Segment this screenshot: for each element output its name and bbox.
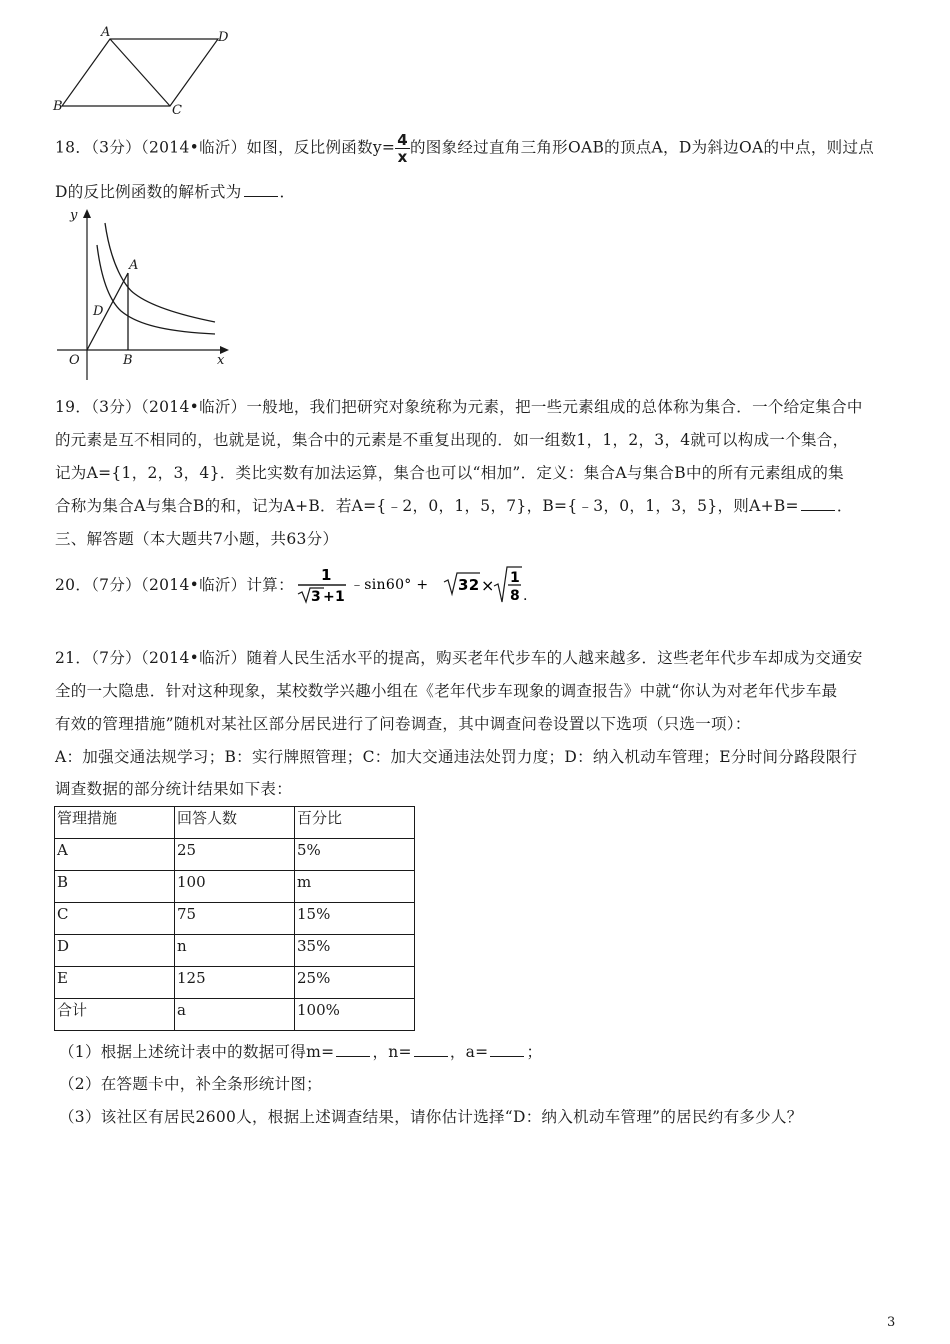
parallelogram-diagonal bbox=[110, 39, 170, 106]
graph-label-o: O bbox=[69, 353, 80, 368]
y-axis-arrow bbox=[83, 209, 91, 218]
q18-answer-blank[interactable] bbox=[244, 182, 278, 197]
table-cell: n bbox=[175, 935, 295, 967]
table-cell: 100% bbox=[295, 999, 415, 1031]
table-header-cell: 回答人数 bbox=[175, 807, 295, 839]
table-cell: 5% bbox=[295, 839, 415, 871]
label-b: B bbox=[53, 99, 63, 114]
svg-text:3: 3 bbox=[310, 589, 321, 604]
label-a: A bbox=[101, 25, 111, 40]
q18-prefix: 18．（3分）（2014•临沂）如图，反比例函数y= bbox=[55, 138, 396, 157]
table-cell: m bbox=[295, 871, 415, 903]
svg-text:8: 8 bbox=[509, 588, 520, 604]
q20-expression bbox=[294, 564, 562, 604]
q20-middle: ﹣sin60° + bbox=[349, 577, 429, 593]
table-row bbox=[55, 903, 415, 935]
q20-frac1-num: 1 bbox=[320, 566, 332, 584]
table-cell: 35% bbox=[295, 935, 415, 967]
table-header-cell: 管理措施 bbox=[55, 807, 175, 839]
svg-text:.: . bbox=[522, 588, 528, 604]
curve-inner bbox=[97, 245, 215, 334]
section3-heading: 三、解答题（本大题共7小题，共63分） bbox=[55, 530, 339, 548]
page-number: 3 bbox=[887, 1315, 896, 1330]
q19-line3: 记为A={1，2，3，4}．类比实数有加法运算，集合也可以“相加”．定义：集合A与集合B中的所有元素组成的集 bbox=[55, 464, 844, 482]
table-cell: E bbox=[55, 967, 175, 999]
q21-blank-a[interactable] bbox=[490, 1042, 524, 1057]
q18-line1 bbox=[55, 132, 874, 165]
table-cell: C bbox=[55, 903, 175, 935]
q19-answer-blank[interactable] bbox=[801, 496, 835, 511]
q21-line5: 调查数据的部分统计结果如下表： bbox=[55, 780, 293, 798]
parallelogram-figure bbox=[50, 25, 240, 115]
table-cell: 75 bbox=[175, 903, 295, 935]
table-cell: A bbox=[55, 839, 175, 871]
table-row bbox=[55, 935, 415, 967]
q21-sub1: （1）根据上述统计表中的数据可得m= ，n= ，a= ； bbox=[59, 1043, 543, 1061]
q18-graph bbox=[55, 205, 240, 385]
table-row bbox=[55, 839, 415, 871]
q20-line: 20．（7分）（2014•临沂）计算： 1 3 +1 ﹣sin60° + 32 × 1 8 . bbox=[55, 564, 562, 604]
q21-sub2: （2）在答题卡中，补全条形统计图； bbox=[59, 1075, 322, 1093]
table-cell: 125 bbox=[175, 967, 295, 999]
q21-sub3: （3）该社区有居民2600人，根据上述调查结果，请你估计选择“D：纳入机动车管理”的居民约有多少人？ bbox=[59, 1108, 803, 1126]
svg-text:1: 1 bbox=[509, 570, 520, 586]
table-cell: D bbox=[55, 935, 175, 967]
survey-table bbox=[54, 806, 415, 1031]
svg-text:32: 32 bbox=[457, 576, 480, 594]
q18-line2: D的反比例函数的解析式为 ． bbox=[55, 183, 296, 201]
table-row bbox=[55, 967, 415, 999]
table-cell: 100 bbox=[175, 871, 295, 903]
q19-line2: 的元素是互不相同的，也就是说，集合中的元素是不重复出现的．如一组数1，1，2，3，4就可以构成一个集合， bbox=[55, 431, 849, 449]
table-header-row bbox=[55, 807, 415, 839]
graph-label-b: B bbox=[123, 353, 133, 368]
q21-line4: A：加强交通法规学习；B：实行牌照管理；C：加大交通违法处罚力度；D：纳入机动车管理；E分时间分路段限行 bbox=[55, 748, 858, 766]
graph-label-x: x bbox=[217, 353, 225, 368]
svg-text:+1: +1 bbox=[322, 589, 345, 604]
label-d: D bbox=[218, 30, 229, 45]
q19-line1: 19．（3分）（2014•临沂）一般地，我们把研究对象统称为元素，把一些元素组成的总体称为集合．一个给定集合中 bbox=[55, 398, 863, 416]
table-cell: B bbox=[55, 871, 175, 903]
q18-suffix: 的图象经过直角三角形OAB的顶点A，D为斜边OA的中点，则过点 bbox=[409, 138, 875, 157]
graph-label-d: D bbox=[93, 304, 104, 319]
table-header-cell: 百分比 bbox=[295, 807, 415, 839]
q21-line1: 21．（7分）（2014•临沂）随着人民生活水平的提高，购买老年代步车的人越来越多．这些老年代步车却成为交通安 bbox=[55, 649, 863, 667]
table-cell: 25 bbox=[175, 839, 295, 871]
table-cell: 25% bbox=[295, 967, 415, 999]
graph-label-a: A bbox=[129, 258, 139, 273]
q21-line2: 全的一大隐患．针对这种现象，某校数学兴趣小组在《老年代步车现象的调查报告》中就“你认为对老年代步车最 bbox=[55, 682, 838, 700]
q21-blank-n[interactable] bbox=[414, 1042, 448, 1057]
label-c: C bbox=[172, 103, 182, 115]
curve-outer bbox=[105, 223, 215, 322]
svg-text:×: × bbox=[480, 576, 495, 595]
table-row bbox=[55, 871, 415, 903]
q21-line3: 有效的管理措施”随机对某社区部分居民进行了问卷调查，其中调查问卷设置以下选项（只选一项）： bbox=[55, 715, 751, 733]
graph-label-y: y bbox=[70, 208, 78, 223]
table-cell: 合计 bbox=[55, 999, 175, 1031]
table-cell: 15% bbox=[295, 903, 415, 935]
table-row bbox=[55, 999, 415, 1031]
q19-line4: 合称为集合A与集合B的和，记为A+B．若A={﹣2，0，1，5，7}，B={﹣3，0，1，3，5}，则A+B= ． bbox=[55, 497, 853, 515]
q18-fraction: $\frac{4}{x}$ bbox=[397, 131, 408, 166]
q21-blank-m[interactable] bbox=[336, 1042, 370, 1057]
table-cell: a bbox=[175, 999, 295, 1031]
